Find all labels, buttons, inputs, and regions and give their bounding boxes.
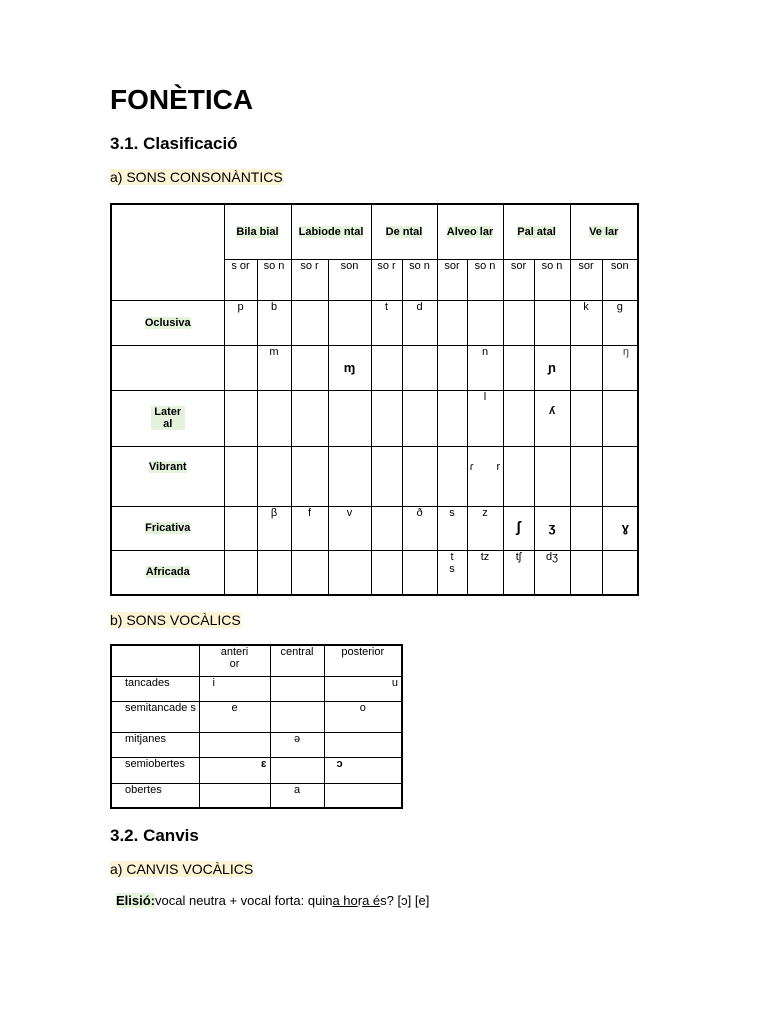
vowel-cell: a <box>270 783 324 808</box>
vowel-cell <box>270 701 324 732</box>
phoneme-cell: n <box>467 345 503 390</box>
place-velar: Ve lar <box>570 204 638 259</box>
phoneme-cell: ɣ <box>602 506 638 550</box>
subheading-vowel-changes: a) CANVIS VOCÀLICS <box>110 861 254 877</box>
voicing-cell: so r <box>371 259 402 300</box>
row-nasal <box>111 345 638 390</box>
phoneme-cell: z <box>467 506 503 550</box>
phoneme-cell <box>437 345 467 390</box>
phoneme-cell: l <box>467 390 503 446</box>
row-label: Vibrant <box>111 446 224 506</box>
consonant-table <box>110 203 639 596</box>
col-header-anterior: anteri or <box>199 645 270 676</box>
row-label: Fricativa <box>111 506 224 550</box>
phoneme-cell <box>224 506 257 550</box>
phoneme-cell: ɲ <box>534 345 570 390</box>
voicing-cell: so n <box>534 259 570 300</box>
phoneme-cell <box>371 345 402 390</box>
row-label: Oclusiva <box>111 300 224 345</box>
vowel-cell <box>324 732 402 757</box>
row-africada <box>111 550 638 595</box>
subheading-consonants: a) SONS CONSONÀNTICS <box>110 169 283 185</box>
vowel-cell <box>270 676 324 701</box>
phoneme-cell <box>402 446 437 506</box>
phoneme-cell: b <box>257 300 291 345</box>
phoneme-cell: t <box>371 300 402 345</box>
elision-mid: r <box>357 893 363 908</box>
vowel-row <box>111 732 402 757</box>
voicing-cell: sor <box>570 259 602 300</box>
phoneme-cell <box>503 446 534 506</box>
phoneme-cell <box>503 300 534 345</box>
vowel-cell: ə <box>270 732 324 757</box>
table-corner <box>111 645 199 676</box>
elision-text: vocal neutra + vocal forta: quin <box>155 893 333 908</box>
phoneme-cell <box>328 390 371 446</box>
row-label: Later al <box>111 390 224 446</box>
place-dental: De ntal <box>371 204 437 259</box>
phoneme-cell <box>570 345 602 390</box>
vowel-cell: o <box>324 701 402 732</box>
phoneme-cell <box>402 550 437 595</box>
phoneme-cell <box>371 506 402 550</box>
voicing-cell: so r <box>291 259 328 300</box>
vowel-cell: ɔ <box>324 757 402 783</box>
phoneme-cell <box>503 345 534 390</box>
row-label: tancades <box>111 676 199 701</box>
row-label: obertes <box>111 783 199 808</box>
voicing-cell: so n <box>257 259 291 300</box>
phoneme-cell: β <box>257 506 291 550</box>
phoneme-cell <box>224 345 257 390</box>
phoneme-cell <box>534 300 570 345</box>
phoneme-cell: t s <box>437 550 467 595</box>
phoneme-cell <box>402 345 437 390</box>
row-label: semiobertes <box>111 757 199 783</box>
phoneme-cell: ŋ <box>602 345 638 390</box>
vowel-cell <box>199 732 270 757</box>
row-label <box>111 345 224 390</box>
phoneme-cell: p <box>224 300 257 345</box>
place-palatal: Pal atal <box>503 204 570 259</box>
phoneme-cell: k <box>570 300 602 345</box>
phoneme-cell <box>291 550 328 595</box>
phoneme-cell <box>534 446 570 506</box>
phoneme-cell: tz <box>467 550 503 595</box>
col-header-posterior: posterior <box>324 645 402 676</box>
vowel-row <box>111 783 402 808</box>
vowel-cell: e <box>199 701 270 732</box>
vowel-table <box>110 644 403 809</box>
voicing-cell: son <box>328 259 371 300</box>
elision-underline-1: a ho <box>332 893 358 908</box>
phoneme-cell: ʒ <box>534 506 570 550</box>
phoneme-cell: v <box>328 506 371 550</box>
section-heading-classification: 3.1. Clasificació <box>110 134 238 153</box>
phoneme-cell: ʃ <box>503 506 534 550</box>
phoneme-cell <box>467 300 503 345</box>
phoneme-cell <box>224 390 257 446</box>
place-labiodental: Labiode ntal <box>291 204 371 259</box>
table-corner <box>111 204 224 300</box>
phoneme-cell <box>402 390 437 446</box>
elision-underline-2: a é <box>362 893 381 908</box>
phoneme-cell <box>328 446 371 506</box>
vowel-row <box>111 701 402 732</box>
phoneme-cell: ð <box>402 506 437 550</box>
phoneme-cell: tʃ <box>503 550 534 595</box>
phoneme-cell: ɱ <box>328 345 371 390</box>
phoneme-cell <box>437 446 467 506</box>
vowel-cell: i <box>199 676 270 701</box>
elision-paragraph <box>116 893 429 908</box>
voicing-cell: s or <box>224 259 257 300</box>
row-label: semitancade s <box>111 701 199 732</box>
phoneme-cell: g <box>602 300 638 345</box>
phoneme-cell <box>437 390 467 446</box>
phoneme-cell <box>371 390 402 446</box>
phoneme-cell <box>371 550 402 595</box>
voicing-cell: sor <box>437 259 467 300</box>
voicing-cell: son <box>602 259 638 300</box>
vowel-row <box>111 757 402 783</box>
vowel-row <box>111 676 402 701</box>
phoneme-cell <box>602 446 638 506</box>
row-label: Africada <box>111 550 224 595</box>
phoneme-cell <box>570 506 602 550</box>
elision-label: Elisió: <box>116 893 156 908</box>
elision-post: s? [ɔ] [e] <box>380 893 430 908</box>
phoneme-cell <box>437 300 467 345</box>
vowel-cell <box>270 757 324 783</box>
phoneme-cell <box>291 390 328 446</box>
subheading-vowels: b) SONS VOCÀLICS <box>110 612 241 628</box>
phoneme-cell <box>328 550 371 595</box>
phoneme-cell: m <box>257 345 291 390</box>
vowel-cell <box>199 783 270 808</box>
row-fricativa <box>111 506 638 550</box>
row-oclusiva <box>111 300 638 345</box>
phoneme-cell: f <box>291 506 328 550</box>
phoneme-cell <box>291 446 328 506</box>
phoneme-cell: ʎ <box>534 390 570 446</box>
row-lateral <box>111 390 638 446</box>
phoneme-cell <box>257 390 291 446</box>
phoneme-cell <box>224 550 257 595</box>
voicing-cell: sor <box>503 259 534 300</box>
phoneme-cell <box>328 300 371 345</box>
phoneme-cell <box>224 446 257 506</box>
vowel-cell: u <box>324 676 402 701</box>
page-title: FONÈTICA <box>110 84 254 115</box>
phoneme-cell: dʒ <box>534 550 570 595</box>
phoneme-cell <box>291 300 328 345</box>
phoneme-cell <box>602 390 638 446</box>
phoneme-cell <box>570 550 602 595</box>
phoneme-cell: s <box>437 506 467 550</box>
phoneme-cell: d <box>402 300 437 345</box>
place-alveolar: Alveo lar <box>437 204 503 259</box>
phoneme-cell <box>570 446 602 506</box>
voicing-cell: so n <box>467 259 503 300</box>
section-heading-changes: 3.2. Canvis <box>110 826 199 845</box>
place-bilabial: Bila bial <box>224 204 291 259</box>
vowel-cell <box>324 783 402 808</box>
phoneme-cell <box>291 345 328 390</box>
vowel-cell: ɛ <box>199 757 270 783</box>
phoneme-cell <box>257 446 291 506</box>
row-vibrant <box>111 446 638 506</box>
phoneme-cell: ɾ r <box>467 446 503 506</box>
col-header-central: central <box>270 645 324 676</box>
phoneme-cell <box>503 390 534 446</box>
phoneme-cell <box>602 550 638 595</box>
phoneme-cell <box>257 550 291 595</box>
phoneme-cell <box>371 446 402 506</box>
phoneme-cell <box>570 390 602 446</box>
row-label: mitjanes <box>111 732 199 757</box>
voicing-cell: so n <box>402 259 437 300</box>
